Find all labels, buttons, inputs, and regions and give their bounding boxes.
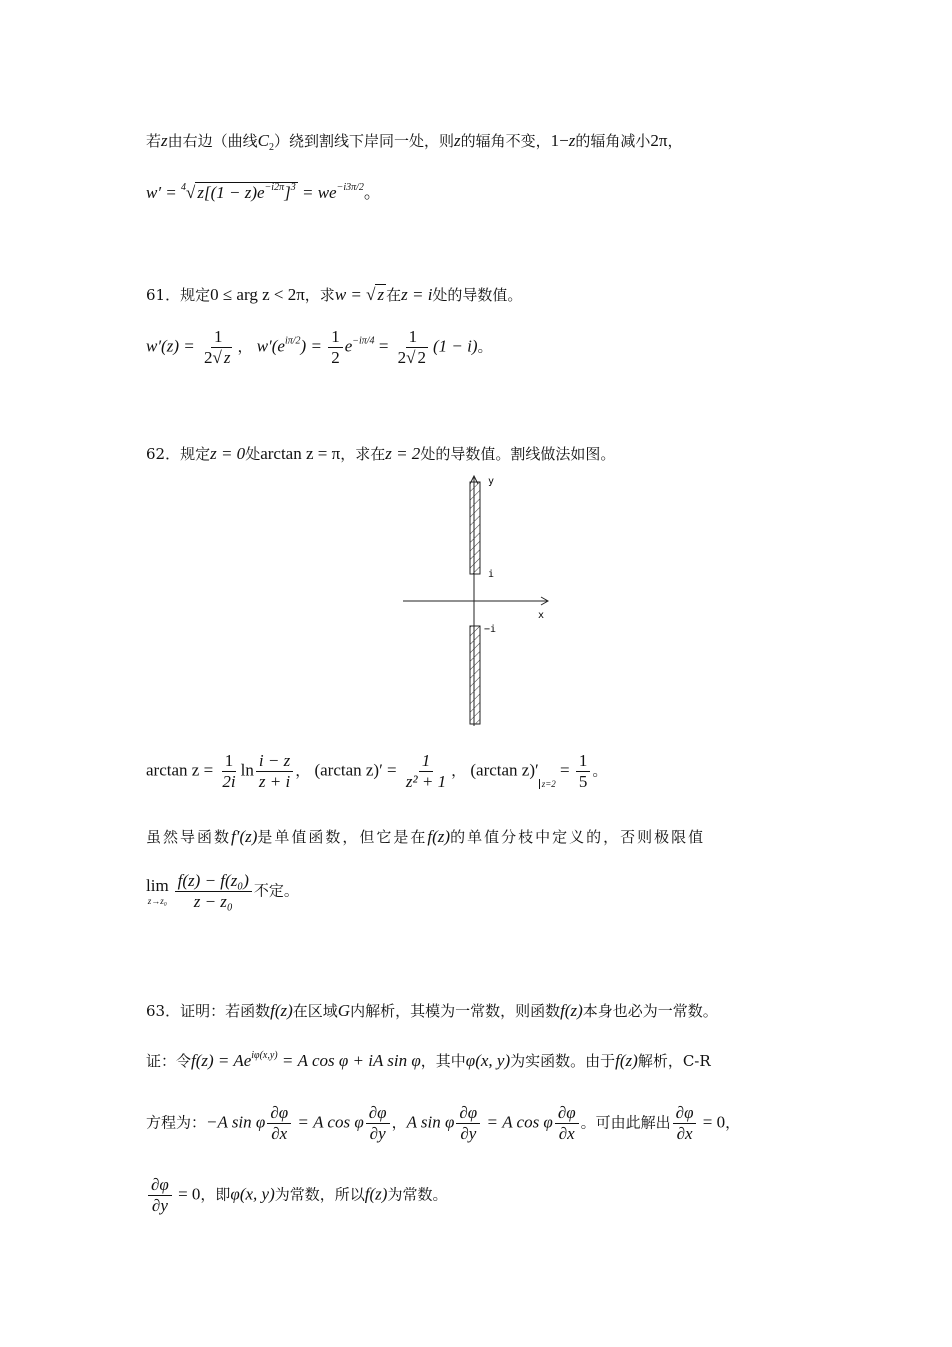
question-number: 62．规定 xyxy=(146,445,211,463)
answer-63-line-1 xyxy=(146,1050,711,1071)
math-sup: iπ/2 xyxy=(284,335,301,347)
upper-branch-cut xyxy=(470,482,480,574)
math-sup: −iπ/4 xyxy=(352,335,375,347)
limit-operator: lim z→z₀ xyxy=(146,876,169,907)
math: ) = xyxy=(300,336,322,356)
text: 内解析，其模为一常数，则函数 xyxy=(350,1002,561,1020)
text: 处 xyxy=(245,445,261,463)
question-number: 63．证明：若函数 xyxy=(146,1002,271,1020)
math: arctan z = π xyxy=(260,444,341,463)
text: 的辐角不变， xyxy=(460,132,551,150)
fraction: $\frac{1}{2√ 2}$ xyxy=(397,327,426,367)
text: 不定。 xyxy=(253,883,299,900)
math: w′ = xyxy=(146,183,177,202)
paragraph-branch-cut xyxy=(146,130,683,153)
math: 2π xyxy=(650,131,668,150)
text: 若 xyxy=(146,132,162,150)
lower-branch-cut xyxy=(470,626,480,724)
paragraph-62 xyxy=(146,826,705,847)
fraction: $\frac{1}{2i}$ xyxy=(222,751,236,791)
math: = 0 xyxy=(698,1112,726,1132)
math: w′(e xyxy=(256,336,285,356)
text: 由右边（曲线 xyxy=(167,132,258,150)
text: ，求 xyxy=(304,286,335,304)
radicand: $z[(1 - z)e^{-i2\pi}]^3$ xyxy=(197,182,296,202)
text: ， xyxy=(667,132,683,150)
text: 。 xyxy=(592,763,608,780)
text: ， xyxy=(451,763,467,780)
text: 为实函数。由于 xyxy=(510,1052,616,1070)
fraction: $\frac{1}{5}$ xyxy=(576,752,591,791)
math: f(z) = Ae xyxy=(191,1051,252,1070)
math: φ(x, y) xyxy=(230,1184,275,1204)
text: ，其中 xyxy=(420,1052,466,1070)
math: f′(z) xyxy=(231,827,258,846)
math-sup: −i3π/2 xyxy=(336,182,364,193)
question-number: 61．规定 xyxy=(146,286,211,304)
text: 在区域 xyxy=(292,1002,338,1020)
math: f(z) xyxy=(364,1184,388,1204)
math: = A cos φ + iA sin φ xyxy=(277,1051,421,1070)
math: f(z) xyxy=(560,1001,583,1020)
equation-w-prime xyxy=(146,178,381,203)
text: ， xyxy=(391,1113,407,1132)
math: w = xyxy=(334,285,367,304)
fraction: $\frac{1}{\text{z² + 1}}$ xyxy=(405,751,447,791)
text: 处的导数值。 xyxy=(432,286,523,304)
fraction: $\frac{\partial\varphi}{\partial x}$ xyxy=(673,1104,697,1143)
text: ，即 xyxy=(200,1185,231,1204)
math: arctan z = xyxy=(146,760,214,780)
text: 为常数。 xyxy=(387,1185,448,1204)
text: 的单值分枝中定义的，否则极限值 xyxy=(450,828,706,846)
text: ， xyxy=(725,1113,741,1132)
fraction: $\frac{i - z}{z + i}$ xyxy=(256,752,293,791)
question-62 xyxy=(146,443,615,464)
text: 虽然导函数 xyxy=(146,828,232,846)
math-sub: 2 xyxy=(269,142,274,153)
text: 在 xyxy=(386,286,402,304)
math-var: z xyxy=(161,131,168,150)
math: f(z) xyxy=(615,1051,638,1070)
branch-cut-figure xyxy=(398,470,552,734)
math: e xyxy=(344,336,353,356)
text: 本身也必为一常数。 xyxy=(582,1002,718,1020)
root-index: 4 xyxy=(181,182,187,193)
text: 处的导数值。割线做法如图。 xyxy=(420,445,616,463)
fraction: $\frac{1}{2√ z}$ xyxy=(203,327,231,367)
fraction: $\frac{\partial\varphi}{\partial x}$ xyxy=(267,1104,291,1143)
radicand: z xyxy=(377,285,385,304)
math-var: z xyxy=(568,131,576,150)
fraction: $\frac{\partial\varphi}{\partial x}$ xyxy=(555,1104,579,1143)
evaluation-bar: z=2 xyxy=(539,779,556,789)
math: 1− xyxy=(550,131,569,150)
answer-62 xyxy=(146,752,607,791)
fraction: $\frac{1}{2}$ xyxy=(328,328,343,367)
text: 是单值函数，但它是在 xyxy=(257,828,428,846)
question-61 xyxy=(146,284,522,305)
math: (arctan z)′ = xyxy=(314,760,397,780)
i-label: i xyxy=(488,569,495,580)
text: 为常数，所以 xyxy=(274,1185,365,1204)
math: = we xyxy=(297,183,337,202)
math: = xyxy=(555,760,570,780)
text: ， xyxy=(295,763,311,780)
text: 。 xyxy=(363,183,381,202)
fraction: $\frac{\partial\varphi}{\partial y}$ xyxy=(456,1104,480,1143)
math: w′(z) = xyxy=(146,336,195,356)
radical-sign: √ xyxy=(186,183,196,202)
limit-expression xyxy=(146,872,299,911)
math-var: C xyxy=(257,131,269,150)
fraction: $\frac{\partial\varphi}{\partial y}$ xyxy=(148,1176,172,1215)
math: G xyxy=(337,1001,351,1020)
math: z = 2 xyxy=(385,444,421,463)
fraction: $\frac{\partial\varphi}{\partial y}$ xyxy=(366,1104,390,1143)
radical-sign: √ xyxy=(366,285,376,304)
answer-63-line-2 xyxy=(146,1104,740,1143)
text: ，求在 xyxy=(340,445,386,463)
text: 解析，C-R xyxy=(637,1052,711,1070)
text: ）绕到割线下岸同一处，则 xyxy=(274,132,455,150)
math: = 0 xyxy=(173,1184,201,1204)
math: f(z) xyxy=(427,827,451,846)
text: 方程为： xyxy=(146,1113,207,1132)
math: 0 ≤ arg z < 2π xyxy=(210,285,305,304)
math: ln xyxy=(240,760,254,780)
answer-63-line-3 xyxy=(146,1176,447,1215)
text: 的辐角减小 xyxy=(575,132,651,150)
text: 证：令 xyxy=(146,1052,192,1070)
fraction: $\frac{\text{f(z) − f(z₀)}}{\text{z − z₀}}$ xyxy=(175,872,252,911)
math: z = i xyxy=(401,285,433,304)
y-label: y xyxy=(488,476,495,487)
math: (arctan z)′ xyxy=(470,760,539,780)
math: = A cos φ xyxy=(482,1112,553,1132)
math: = xyxy=(374,336,389,356)
text: 。可由此解出 xyxy=(580,1113,671,1132)
math: (1 − i) xyxy=(433,336,478,356)
math: φ(x, y) xyxy=(465,1051,511,1070)
neg-i-label: −i xyxy=(484,624,497,635)
answer-61 xyxy=(146,328,493,367)
math: f(z) xyxy=(270,1001,293,1020)
math-var: z xyxy=(454,131,461,150)
text: ， xyxy=(237,339,253,356)
math: −A sin φ xyxy=(206,1112,266,1132)
math: = A cos φ xyxy=(293,1112,364,1132)
math: A sin φ xyxy=(406,1112,455,1132)
x-label: x xyxy=(538,610,545,621)
math-sup: iφ(x,y) xyxy=(251,1050,278,1061)
text: 。 xyxy=(477,339,493,356)
question-63 xyxy=(146,1000,718,1021)
math: z = 0 xyxy=(210,444,246,463)
